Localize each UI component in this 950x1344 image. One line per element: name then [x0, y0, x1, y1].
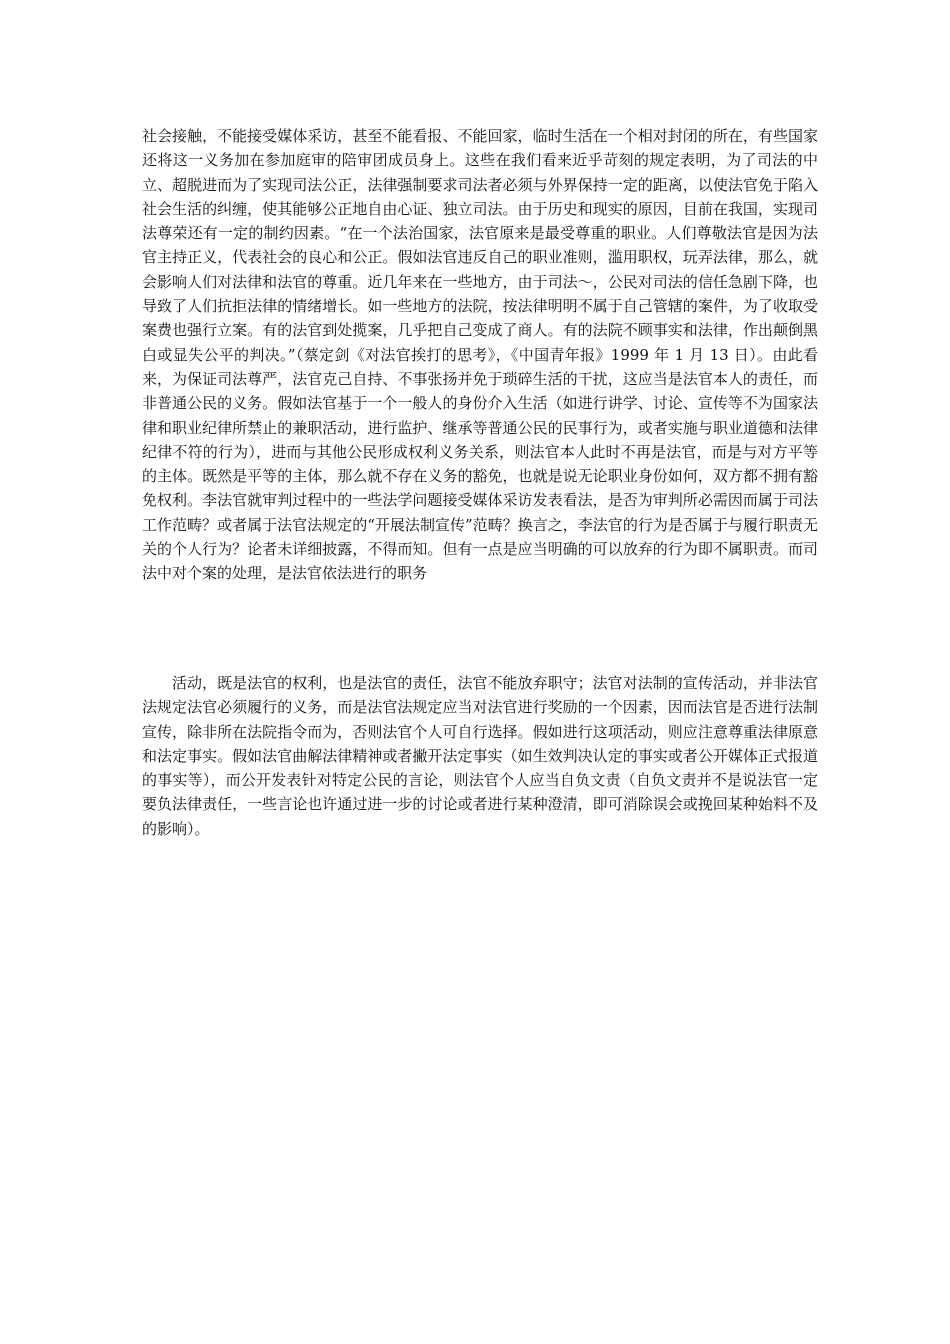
body-paragraph-1 — [142, 124, 818, 586]
paragraph-text-1: 社会接触，不能接受媒体采访，甚至不能看报、不能回家，临时生活在一个相对封闭的所在，有些国家还将这一义务加在参加庭审的陪审团成员身上。这些在我们看来近乎苛刻的规定表明，为了司法的中立、超脱进而为了实现司法公正，法律强制要求司法者必须与外界保持一定的距离，以使法官免于陷入社会生活的纠缠，使其能够公正地自由心证、独立司法。由于历史和现实的原因，目前在我国，实现司法尊荣还有一定的制约因素。“在一个法治国家，法官原来是最受尊重的职业。人们尊敬法官是因为法官主持正义，代表社会的良心和公正。假如法官违反自己的职业准则，滥用职权，玩弄法律，那么，就会影响人们对法律和法官的尊重。近几年来在一些地方，由于司法～，公民对司法的信任急剧下降，也导致了人们抗拒法律的情绪增长。如一些地方的法院，按法律明明不属于自己管辖的案件，为了收取受案费也强行立案。有的法官到处揽案，几乎把自己变成了商人。有的法院不顾事实和法律，作出颠倒黑白或显失公平的判决。”（蔡定剑《对法官挨打的思考》，《中国青年报》1999 年 1 月 13 日）。由此看来，为保证司法尊严，法官克己自持、不事张扬并免于琐碎生活的干扰，这应当是法官本人的责任，而非普通公民的义务。假如法官基于一个一般人的身份介入生活（如进行讲学、讨论、宣传等不为国家法律和职业纪律所禁止的兼职活动，进行监护、继承等普通公民的民事行为，或者实施与职业道德和法律纪律不符的行为），进而与其他公民形成权利义务关系，则法官本人此时不再是法官，而是与对方平等的主体。既然是平等的主体，那么就不存在义务的豁免，也就是说无论职业身份如何，双方都不拥有豁免权利。李法官就审判过程中的一些法学问题接受媒体采访发表看法，是否为审判所必需因而属于司法工作范畴？或者属于法官法规定的“开展法制宣传”范畴？换言之，李法官的行为是否属于与履行职责无关的个人行为？论者未详细披露，不得而知。但有一点是应当明确的可以放弃的行为即不属职责。而司法中对个案的处理，是法官依法进行的职务 — [142, 127, 818, 583]
paragraph-text-2: 活动，既是法官的权利，也是法官的责任，法官不能放弃职守；法官对法制的宣传活动，并非法官法规定法官必须履行的义务，而是法官法规定应当对法官进行奖励的一个因素，因而法官是否进行法制宣传，除非所在法院指令而为，否则法官个人可自行选择。假如进行这项活动，则应注意尊重法律原意和法定事实。假如法官曲解法律精神或者撇开法定事实（如生效判决认定的事实或者公开媒体正式报道的事实等），而公开发表针对特定公民的言论，则法官个人应当自负文责（自负文责并不是说法官一定要负法律责任，一些言论也许通过进一步的讨论或者进行某种澄清，即可消除误会或挽回某种始料不及的影响）。 — [142, 674, 818, 838]
body-paragraph-2 — [142, 671, 818, 841]
